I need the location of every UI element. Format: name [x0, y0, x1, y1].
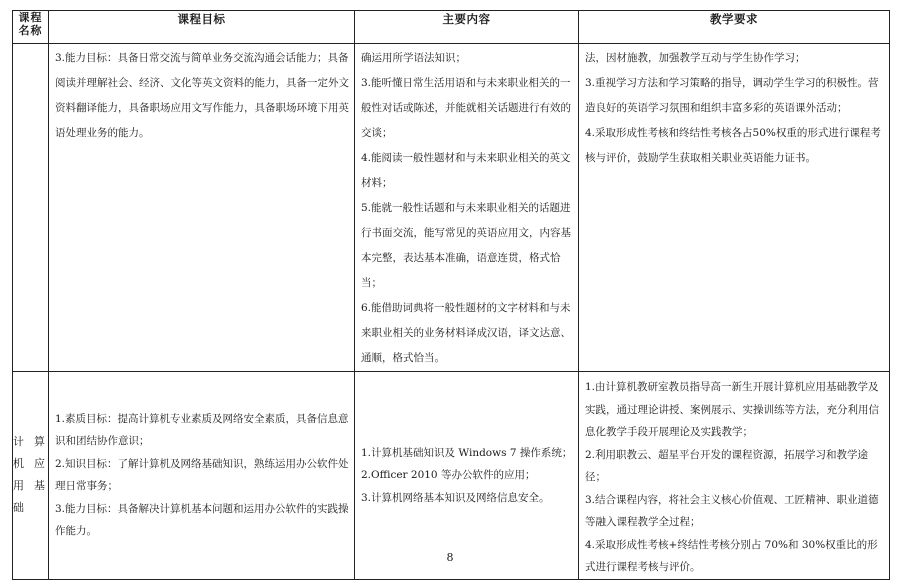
content-item: 4.能阅读一般性题材和与未来职业相关的英文材料； [361, 152, 571, 189]
content-item: 6.能借助词典将一般性题材的文字材料和与未来职业相关的业务材料译成汉语，译文达意、通顺，格式恰当。 [361, 302, 571, 364]
requirement-item: 1.由计算机教研室教员指导高一新生开展计算机应用基础教学及实践，通过理论讲授、案例展示、实操训练等方法，充分利用信息化教学手段开展理论及实践教学； [585, 381, 879, 438]
header-course-name: 课程名称 [13, 11, 49, 44]
teaching-requirements-cell [579, 372, 890, 580]
content-item: 5.能就一般性话题和与未来职业相关的话题进行书面交流，能写常见的英语应用文，内容基本完整，表达基本准确，语意连贯，格式恰当； [361, 202, 571, 289]
header-main-content: 主要内容 [355, 11, 579, 44]
content-item: 确运用所学语法知识； [361, 52, 466, 64]
content-item: 1.计算机基础知识及 Windows 7 操作系统； [361, 446, 573, 459]
content-item: 2.Officer 2010 等办公软件的应用； [361, 469, 536, 481]
goal-item: 1.素质目标：提高计算机专业素质及网络安全素质，具备信息意识和团结协作意识； [55, 412, 349, 448]
course-name-cell [13, 44, 49, 372]
header-course-goals: 课程目标 [49, 11, 355, 44]
main-content-cell [355, 44, 579, 372]
page-number: 8 [446, 551, 454, 564]
table-row [13, 44, 890, 372]
course-goals-cell [49, 44, 355, 372]
requirement-item: 3.结合课程内容，将社会主义核心价值观、工匠精神、职业道德等融入课程教学全过程； [585, 493, 879, 528]
requirement-item: 3.重视学习方法和学习策略的指导，调动学生学习的积极性。营造良好的英语学习氛围和组织丰富多彩的英语课外活动； [585, 77, 879, 114]
course-name-cell: 计算机应用基础 [13, 372, 49, 580]
content-item: 3.能听懂日常生活用语和与未来职业相关的一般性对话或陈述，并能就相关话题进行有效的交谈； [361, 77, 571, 139]
requirement-item: 2.利用职教云、超星平台开发的课程资源，拓展学习和教学途径； [585, 448, 869, 483]
goal-item: 2.知识目标：了解计算机及网络基础知识，熟练运用办公软件处理日常事务； [55, 457, 349, 493]
teaching-requirements-cell [579, 44, 890, 372]
requirement-item: 法，因材施教，加强教学互动与学生协作学习； [585, 52, 806, 64]
table-row [13, 372, 890, 580]
requirement-item: 4.采取形成性考核+终结性考核分别占 70%和 30%权重比的形式进行课程考核与评价。 [585, 538, 878, 573]
curriculum-table [12, 10, 890, 580]
main-content-cell [355, 372, 579, 580]
course-goals-cell [49, 372, 355, 580]
header-teaching-requirements: 教学要求 [579, 11, 890, 44]
content-item: 3.计算机网络基本知识及网络信息安全。 [361, 491, 550, 504]
goal-item: 3.能力目标：具备解决计算机基本问题和运用办公软件的实践操作能力。 [55, 502, 349, 538]
requirement-item: 4.采取形成性考核和终结性考核各占50%权重的形式进行课程考核与评价，鼓励学生获取相关职业英语能力证书。 [585, 127, 881, 164]
goal-item: 3.能力目标：具备日常交流与简单业务交流沟通会话能力；具备阅读并理解社会、经济、文化等英文资料的能力，具备一定外文资料翻译能力，具备职场应用文写作能力，具备职场环境下用英语处理业务的能力。 [55, 52, 349, 139]
